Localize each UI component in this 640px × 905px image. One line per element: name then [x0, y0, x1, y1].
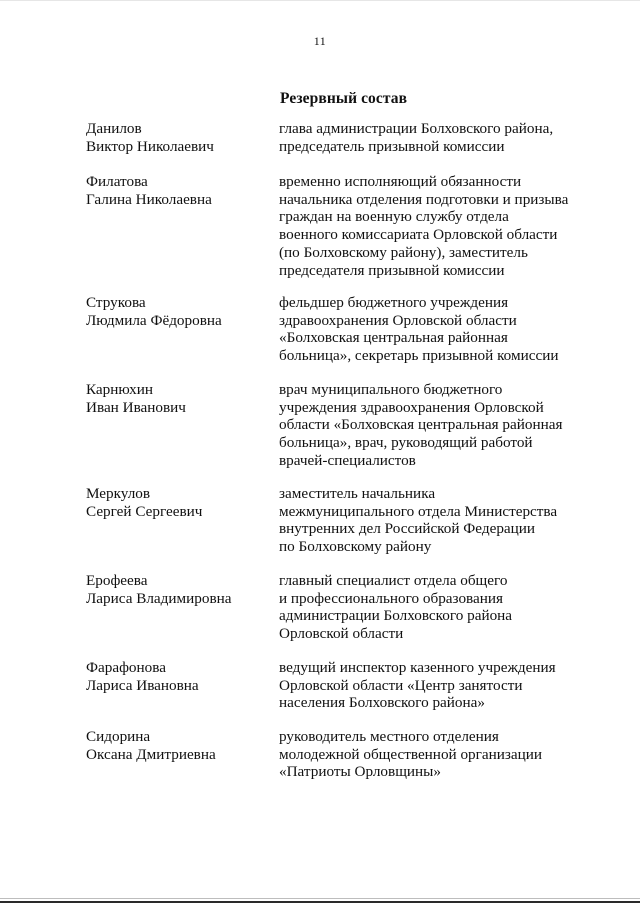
member-role — [279, 120, 599, 155]
role-line: Орловской области «Центр занятости — [279, 676, 523, 694]
member-given-names: Лариса Владимировна — [86, 589, 232, 607]
member-surname: Данилов — [86, 120, 142, 137]
member-role — [279, 294, 599, 365]
member-given-names: Иван Иванович — [86, 398, 186, 416]
member-name — [86, 728, 271, 763]
member-surname: Ерофеева — [86, 572, 148, 589]
member-name — [86, 294, 271, 329]
member-given-names: Людмила Фёдоровна — [86, 311, 222, 329]
member-name — [86, 173, 271, 208]
role-line: фельдшер бюджетного учреждения — [279, 294, 509, 311]
scan-edge-bottom — [0, 901, 640, 903]
role-line: молодежной общественной организации — [279, 745, 542, 763]
role-line: глава администрации Болховского района, — [279, 120, 554, 137]
role-line: руководитель местного отделения — [279, 728, 499, 745]
role-line: и профессионального образования — [279, 589, 503, 607]
role-line: внутренних дел Российской Федерации — [279, 520, 536, 538]
member-surname: Струкова — [86, 294, 146, 311]
scan-edge-bottom-faint — [0, 898, 640, 899]
role-line: межмуниципального отдела Министерства — [279, 502, 558, 520]
member-surname: Меркулов — [86, 485, 151, 502]
member-role — [279, 381, 599, 470]
member-name — [86, 485, 271, 520]
role-line: больница», секретарь призывной комиссии — [279, 347, 559, 365]
member-name — [86, 381, 271, 416]
role-line: врач муниципального бюджетного — [279, 381, 503, 398]
member-role — [279, 485, 599, 556]
role-line: врачей-специалистов — [279, 451, 416, 469]
role-line: (по Болховскому району), заместитель — [279, 243, 528, 261]
member-role — [279, 728, 599, 781]
member-given-names: Оксана Дмитриевна — [86, 745, 216, 763]
role-line: населения Болховского района» — [279, 694, 485, 712]
role-line: председатель призывной комиссии — [279, 137, 505, 155]
member-name — [86, 572, 271, 607]
page-number: 11 — [313, 34, 327, 48]
member-given-names: Сергей Сергеевич — [86, 502, 203, 520]
member-given-names: Виктор Николаевич — [86, 137, 214, 155]
member-surname: Фарафонова — [86, 659, 166, 676]
member-role — [279, 659, 599, 712]
member-given-names: Галина Николаевна — [86, 190, 212, 208]
member-surname: Карнюхин — [86, 381, 153, 398]
role-line: председателя призывной комиссии — [279, 261, 505, 279]
member-given-names: Лариса Ивановна — [86, 676, 199, 694]
role-line: начальника отделения подготовки и призыва — [279, 190, 569, 208]
role-line: «Патриоты Орловщины» — [279, 763, 441, 781]
role-line: главный специалист отдела общего — [279, 572, 508, 589]
role-line: ведущий инспектор казенного учреждения — [279, 659, 556, 676]
role-line: временно исполняющий обязанности — [279, 173, 522, 190]
role-line: по Болховскому району — [279, 538, 432, 556]
role-line: администрации Болховского района — [279, 607, 513, 625]
role-line: Орловской области — [279, 625, 404, 643]
member-name — [86, 659, 271, 694]
role-line: здравоохранения Орловской области — [279, 311, 517, 329]
member-surname: Филатова — [86, 173, 148, 190]
role-line: заместитель начальника — [279, 485, 436, 502]
member-role — [279, 173, 599, 279]
role-line: области «Болховская центральная районная — [279, 416, 563, 434]
member-role — [279, 572, 599, 643]
role-line: граждан на военную службу отдела — [279, 208, 509, 226]
member-name — [86, 120, 271, 155]
role-line: больница», врач, руководящий работой — [279, 434, 533, 452]
role-line: «Болховская центральная районная — [279, 329, 508, 347]
member-surname: Сидорина — [86, 728, 151, 745]
role-line: учреждения здравоохранения Орловской — [279, 398, 544, 416]
role-line: военного комиссариата Орловской области — [279, 226, 558, 244]
section-title: Резервный состав — [280, 90, 408, 107]
